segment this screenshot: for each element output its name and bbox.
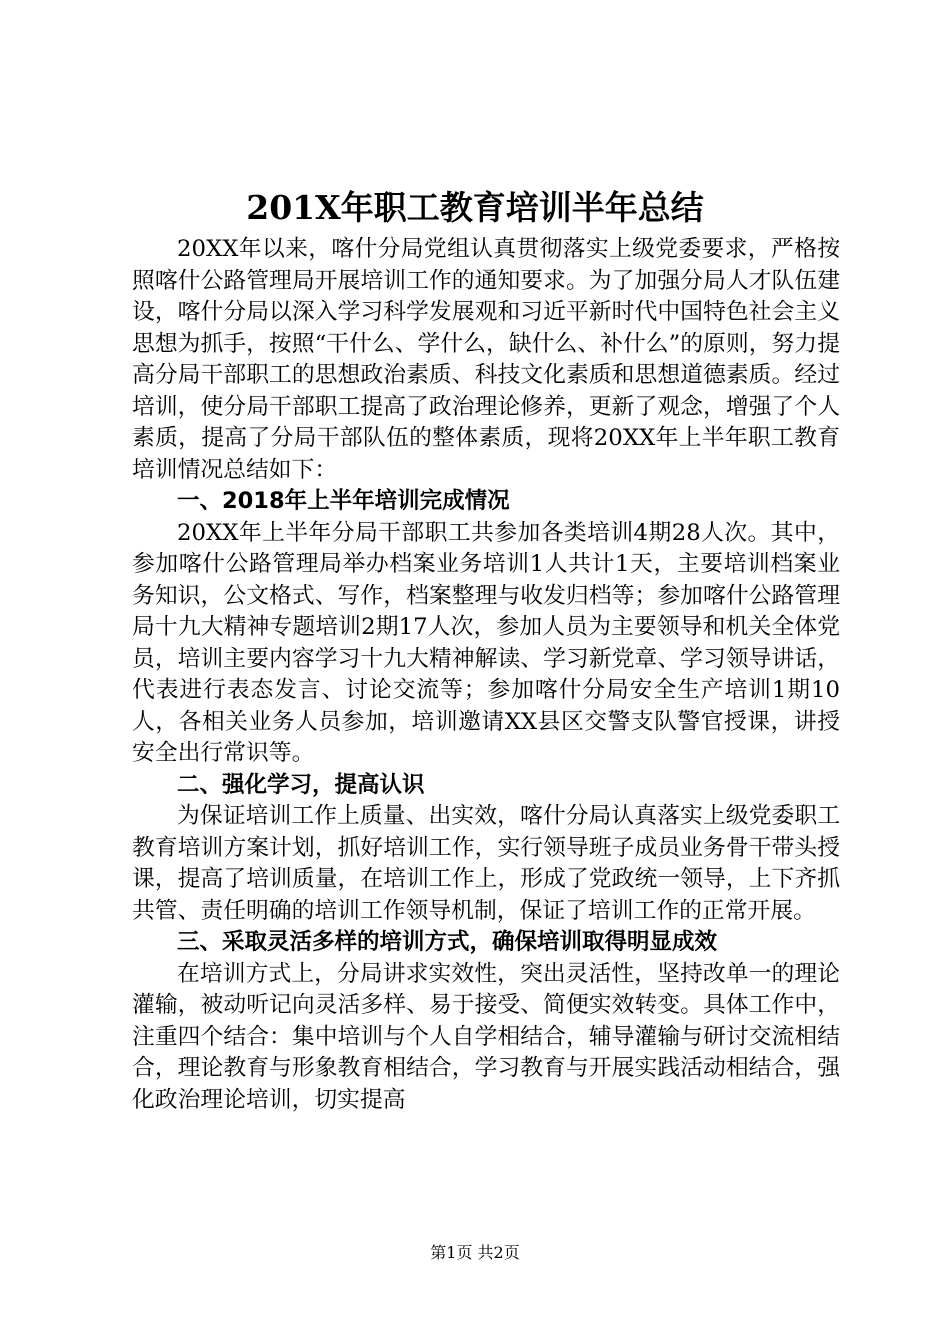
section-paragraph-3: 在培训方式上，分局讲求实效性，突出灵活性，坚持改单一的理论灌输，被动听记向灵活多样、易于接受、简便实效转变。具体工作中，注重四个结合：集中培训与个人自学相结合，辅导灌输与研讨交流相结合，理论教育与形象教育相结合，学习教育与开展实践活动相结合，强化政治理论培训，切实提高: [132, 960, 840, 1113]
section-paragraph-1: 20XX年上半年分局干部职工共参加各类培训4期28人次。其中，参加喀什公路管理局举办档案业务培训1人共计1天，主要培训档案业务知识，公文格式、写作，档案整理与收发归档等；参加喀什公路管理局十九大精神专题培训2期17人次，参加人员为主要领导和机关全体党员，培训主要内容学习十九大精神解读、学习新党章、学习领导讲话，代表进行表态发言、讨论交流等；参加喀什分局安全生产培训1期10人，各相关业务人员参加，培训邀请XX县区交警支队警官授课，讲授安全出行常识等。: [132, 519, 840, 766]
intro-paragraph: 20XX年以来，喀什分局党组认真贯彻落实上级党委要求，严格按照喀什公路管理局开展培训工作的通知要求。为了加强分局人才队伍建设，喀什分局以深入学习科学发展观和习近平新时代中国特色社会主义思想为抓手，按照“干什么、学什么，缺什么、补什么”的原则，努力提高分局干部职工的思想政治素质、科技文化素质和思想道德素质。经过培训，使分局干部职工提高了政治理论修养，更新了观念，增强了个人素质，提高了分局干部队伍的整体素质，现将20XX年上半年职工教育培训情况总结如下：: [132, 236, 840, 483]
document-body: [132, 234, 840, 1116]
section-heading-1: 一、2018年上半年培训完成情况: [177, 488, 510, 514]
document-title: 201X年职工教育培训半年总结: [246, 188, 704, 227]
section-heading-3: 三、采取灵活多样的培训方式，确保培训取得明显成效: [177, 929, 718, 955]
section-heading-2: 二、强化学习，提高认识: [177, 771, 425, 798]
section-paragraph-2: 为保证培训工作上质量、出实效，喀什分局认真落实上级党委职工教育培训方案计划，抓好培训工作，实行领导班子成员业务骨干带头授课，提高了培训质量，在培训工作上，形成了党政统一领导，上下齐抓共管、责任明确的培训工作领导机制，保证了培训工作的正常开展。: [132, 803, 840, 924]
page-footer: 第1页 共2页: [430, 1243, 520, 1262]
